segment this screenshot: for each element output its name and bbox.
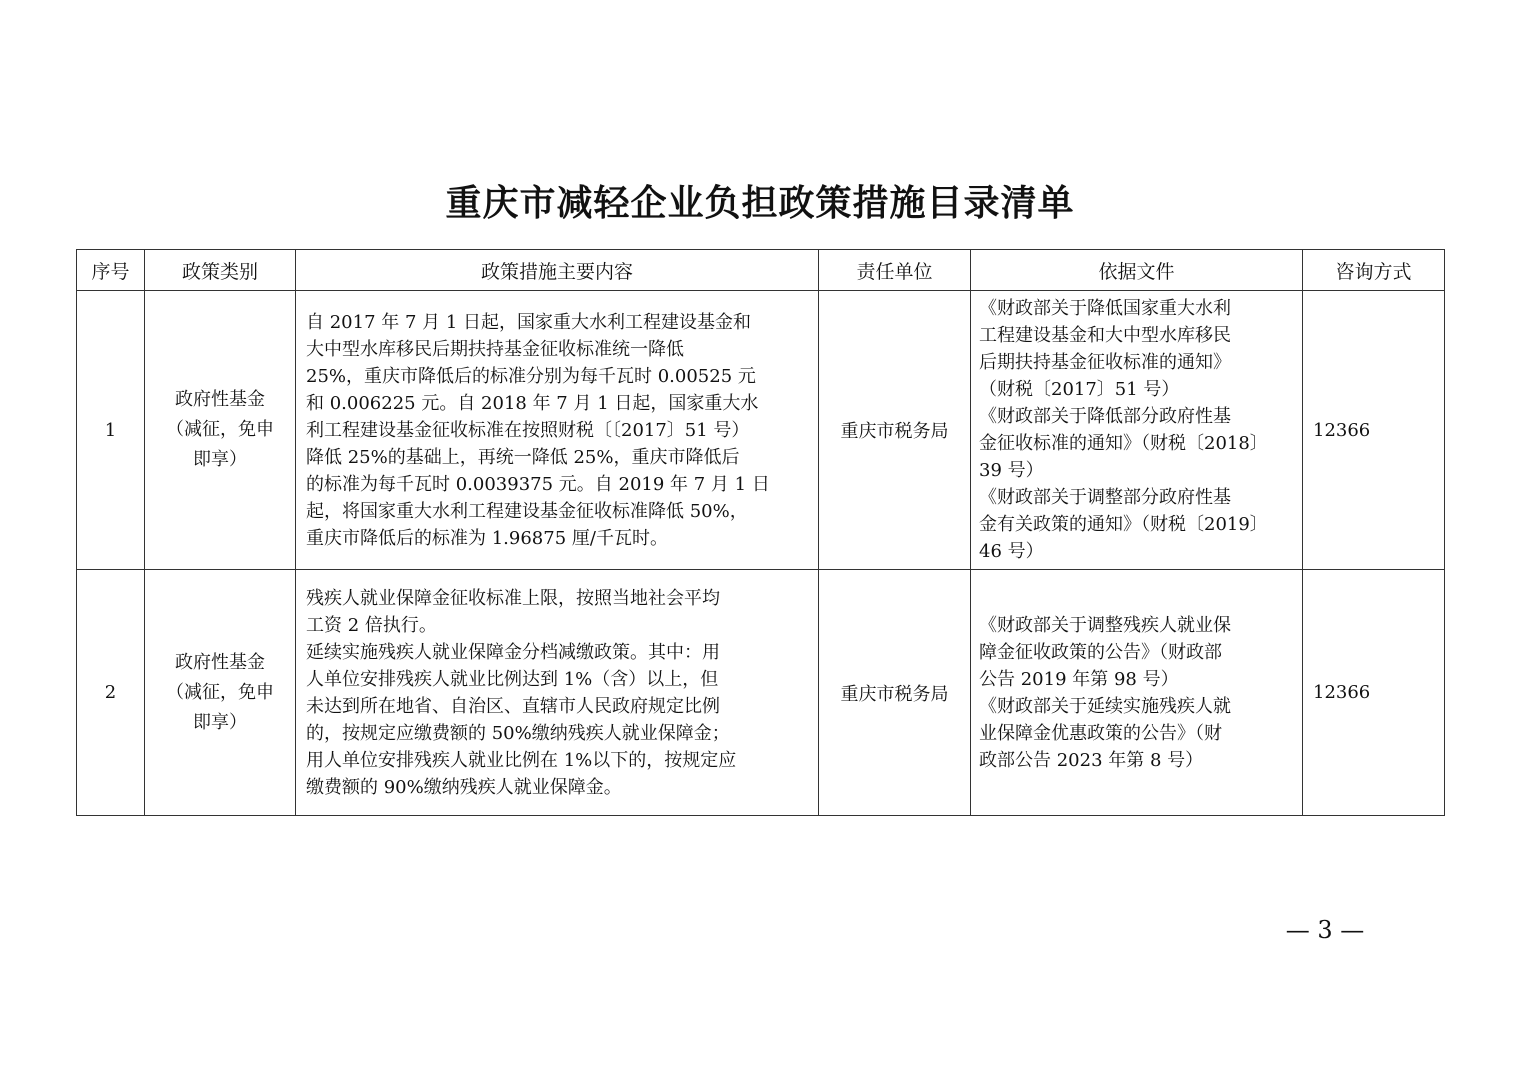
content-line: 大中型水库移民后期扶持基金征收标准统一降低 (306, 338, 684, 360)
content-line: 残疾人就业保障金征收标准上限，按照当地社会平均 (306, 587, 720, 609)
content-line: 自 2017 年 7 月 1 日起，国家重大水利工程建设基金和 (306, 311, 752, 333)
table-row (77, 570, 1445, 816)
content-line: 人单位安排残疾人就业比例达到 1%（含）以上，但 (306, 668, 719, 690)
policy-table (76, 249, 1445, 816)
category-line: 即享） (193, 711, 247, 733)
document-line: 后期扶持基金征收标准的通知》 (979, 352, 1231, 373)
page-number: — 3 — (1285, 916, 1365, 944)
document-line: 《财政部关于降低部分政府性基 (979, 406, 1231, 427)
document-line: 障金征收政策的公告》（财政部 (979, 641, 1222, 663)
document-line: （财税〔2017〕51 号） (979, 379, 1180, 400)
category-line: （减征，免申 (166, 681, 274, 703)
document-line: 《财政部关于延续实施残疾人就 (979, 695, 1231, 717)
content-line: 的标准为每千瓦时 0.0039375 元。自 2019 年 7 月 1 日 (306, 473, 770, 495)
content-line: 工资 2 倍执行。 (306, 614, 437, 636)
document-line: 业保障金优惠政策的公告》（财 (979, 722, 1222, 744)
basis-documents (971, 291, 1303, 570)
document-line: 金征收标准的通知》（财税〔2018〕 (979, 433, 1268, 454)
header-no: 序号 (77, 250, 145, 291)
table-row (77, 291, 1445, 570)
basis-documents (971, 570, 1303, 816)
header-unit: 责任单位 (819, 250, 971, 291)
policy-content (296, 291, 819, 570)
header-documents: 依据文件 (971, 250, 1303, 291)
document-line: 《财政部关于调整残疾人就业保 (979, 614, 1231, 636)
document-line: 金有关政策的通知》（财税〔2019〕 (979, 514, 1268, 535)
row-number: 2 (77, 570, 145, 816)
document-line: 39 号） (979, 460, 1044, 481)
header-contact: 咨询方式 (1303, 250, 1445, 291)
contact-number: 12366 (1303, 570, 1445, 816)
category-line: 即享） (193, 449, 247, 470)
content-line: 缴费额的 90%缴纳残疾人就业保障金。 (306, 776, 622, 798)
content-line: 未达到所在地省、自治区、直辖市人民政府规定比例 (306, 695, 720, 717)
content-line: 和 0.006225 元。自 2018 年 7 月 1 日起，国家重大水 (306, 392, 759, 414)
document-line: 《财政部关于降低国家重大水利 (979, 298, 1231, 319)
content-line: 的，按规定应缴费额的 50%缴纳残疾人就业保障金； (306, 722, 730, 744)
content-line: 延续实施残疾人就业保障金分档减缴政策。其中：用 (306, 641, 720, 663)
content-line: 重庆市降低后的标准为 1.96875 厘/千瓦时。 (306, 527, 668, 549)
category-line: 政府性基金 (175, 651, 265, 673)
document-line: 政部公告 2023 年第 8 号） (979, 749, 1204, 771)
responsible-unit: 重庆市税务局 (819, 570, 971, 816)
document-line: 《财政部关于调整部分政府性基 (979, 487, 1231, 508)
header-content: 政策措施主要内容 (296, 250, 819, 291)
content-line: 利工程建设基金征收标准在按照财税〔〔2017〕51 号） (306, 419, 750, 441)
responsible-unit: 重庆市税务局 (819, 291, 971, 570)
policy-content (296, 570, 819, 816)
contact-number: 12366 (1303, 291, 1445, 570)
document-line: 工程建设基金和大中型水库移民 (979, 325, 1231, 346)
header-category: 政策类别 (145, 250, 296, 291)
category-line: （减征，免申 (166, 419, 274, 440)
category-line: 政府性基金 (175, 389, 265, 410)
document-line: 46 号） (979, 541, 1044, 562)
content-line: 25%，重庆市降低后的标准分别为每千瓦时 0.00525 元 (306, 365, 756, 387)
table-header-row (77, 250, 1445, 291)
row-number: 1 (77, 291, 145, 570)
content-line: 起，将国家重大水利工程建设基金征收标准降低 50%， (306, 500, 748, 522)
document-line: 公告 2019 年第 98 号） (979, 668, 1179, 690)
page-title: 重庆市减轻企业负担政策措施目录清单 (445, 183, 1075, 224)
policy-category (145, 570, 296, 816)
policy-category (145, 291, 296, 570)
content-line: 降低 25%的基础上，再统一降低 25%，重庆市降低后 (306, 446, 740, 468)
content-line: 用人单位安排残疾人就业比例在 1%以下的，按规定应 (306, 749, 737, 771)
